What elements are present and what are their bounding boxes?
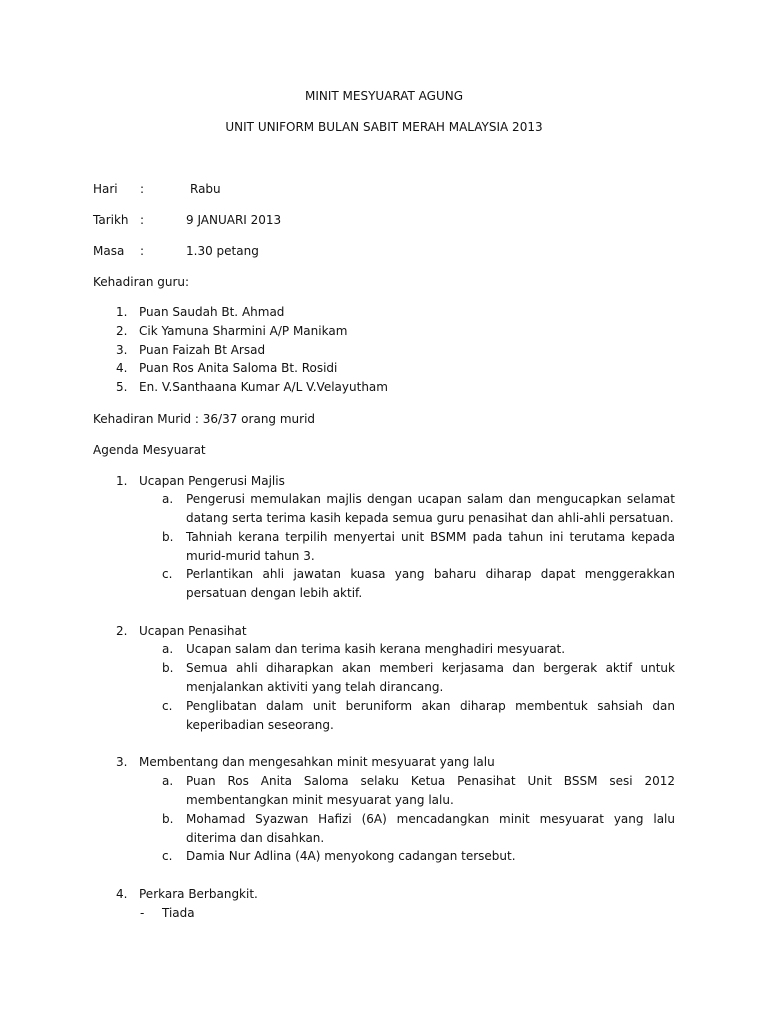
- agenda-title: Membentang dan mengesahkan minit mesyuarat yang lalu: [139, 755, 495, 769]
- agenda-item-mark: b.: [162, 812, 174, 826]
- teacher-name: Puan Faizah Bt Arsad: [139, 343, 266, 357]
- agenda-number: 3.: [116, 755, 128, 769]
- document-title: MINIT MESYUARAT AGUNG: [304, 89, 464, 103]
- agenda-title: Ucapan Penasihat: [139, 624, 247, 638]
- agenda-item-mark: c.: [162, 849, 173, 863]
- agenda-number: 2.: [116, 624, 128, 638]
- hari-value: Rabu: [190, 182, 221, 196]
- teacher-name: Puan Ros Anita Saloma Bt. Rosidi: [139, 361, 338, 375]
- agenda-item-text: Tahniah kerana terpilih menyertai unit BSMM pada tahun ini terutama kepada murid-murid tahun 3.: [186, 530, 675, 563]
- agenda-title: Perkara Berbangkit.: [139, 887, 258, 901]
- agenda-item-mark: b.: [162, 530, 174, 544]
- students-attendance: Kehadiran Murid : 36/37 orang murid: [93, 412, 316, 426]
- agenda-item-text: Puan Ros Anita Saloma selaku Ketua Penasihat Unit BSSM sesi 2012 membentangkan minit mesyuarat yang lalu.: [186, 774, 675, 807]
- agenda-heading: Agenda Mesyuarat: [93, 443, 206, 457]
- agenda-item-mark: c.: [162, 699, 173, 713]
- agenda-item-text: Penglibatan dalam unit beruniform akan diharap membentuk sahsiah dan keperibadian seseorang.: [186, 699, 675, 732]
- agenda-item-mark: a.: [162, 492, 174, 506]
- agenda-number: 1.: [116, 474, 128, 488]
- masa-label: Masa: [93, 244, 125, 258]
- document-subtitle: UNIT UNIFORM BULAN SABIT MERAH MALAYSIA 2013: [225, 120, 543, 134]
- agenda-item-text: Perlantikan ahli jawatan kuasa yang baharu diharap dapat menggerakkan persatuan dengan lebih aktif.: [186, 567, 675, 600]
- agenda-item-mark: a.: [162, 642, 174, 656]
- agenda-item-text: Damia Nur Adlina (4A) menyokong cadangan tersebut.: [186, 849, 516, 863]
- tarikh-colon: :: [140, 213, 145, 227]
- dash-text: Tiada: [162, 906, 195, 920]
- agenda-item-text: Semua ahli diharapkan akan memberi kerjasama dan bergerak aktif untuk menjalankan aktiviti yang telah dirancang.: [186, 661, 675, 694]
- agenda-item-text: Mohamad Syazwan Hafizi (6A) mencadangkan minit mesyuarat yang lalu diterima dan disahkan.: [186, 812, 675, 845]
- agenda-number: 4.: [116, 887, 128, 901]
- agenda-item-mark: c.: [162, 567, 173, 581]
- tarikh-label: Tarikh: [93, 213, 129, 227]
- teacher-number: 1.: [116, 305, 128, 319]
- agenda-item-text: Ucapan salam dan terima kasih kerana menghadiri mesyuarat.: [186, 642, 566, 656]
- teacher-number: 3.: [116, 343, 128, 357]
- teacher-name: Puan Saudah Bt. Ahmad: [139, 305, 285, 319]
- agenda-item-mark: b.: [162, 661, 174, 675]
- hari-colon: :: [140, 182, 145, 196]
- teacher-name: En. V.Santhaana Kumar A/L V.Velayutham: [139, 380, 388, 394]
- tarikh-value: 9 JANUARI 2013: [186, 213, 282, 227]
- dash-mark: -: [140, 906, 145, 920]
- agenda-item-mark: a.: [162, 774, 174, 788]
- agenda-item-text: Pengerusi memulakan majlis dengan ucapan salam dan mengucapkan selamat datang serta terima kasih kepada semua guru penasihat dan ahli-ahli persatuan.: [186, 492, 675, 525]
- agenda-title: Ucapan Pengerusi Majlis: [139, 474, 285, 488]
- teacher-number: 5.: [116, 380, 128, 394]
- teacher-number: 2.: [116, 324, 128, 338]
- teachers-heading: Kehadiran guru:: [93, 275, 190, 289]
- hari-label: Hari: [93, 182, 118, 196]
- teacher-name: Cik Yamuna Sharmini A/P Manikam: [139, 324, 348, 338]
- masa-colon: :: [140, 244, 145, 258]
- masa-value: 1.30 petang: [186, 244, 259, 258]
- teacher-number: 4.: [116, 361, 128, 375]
